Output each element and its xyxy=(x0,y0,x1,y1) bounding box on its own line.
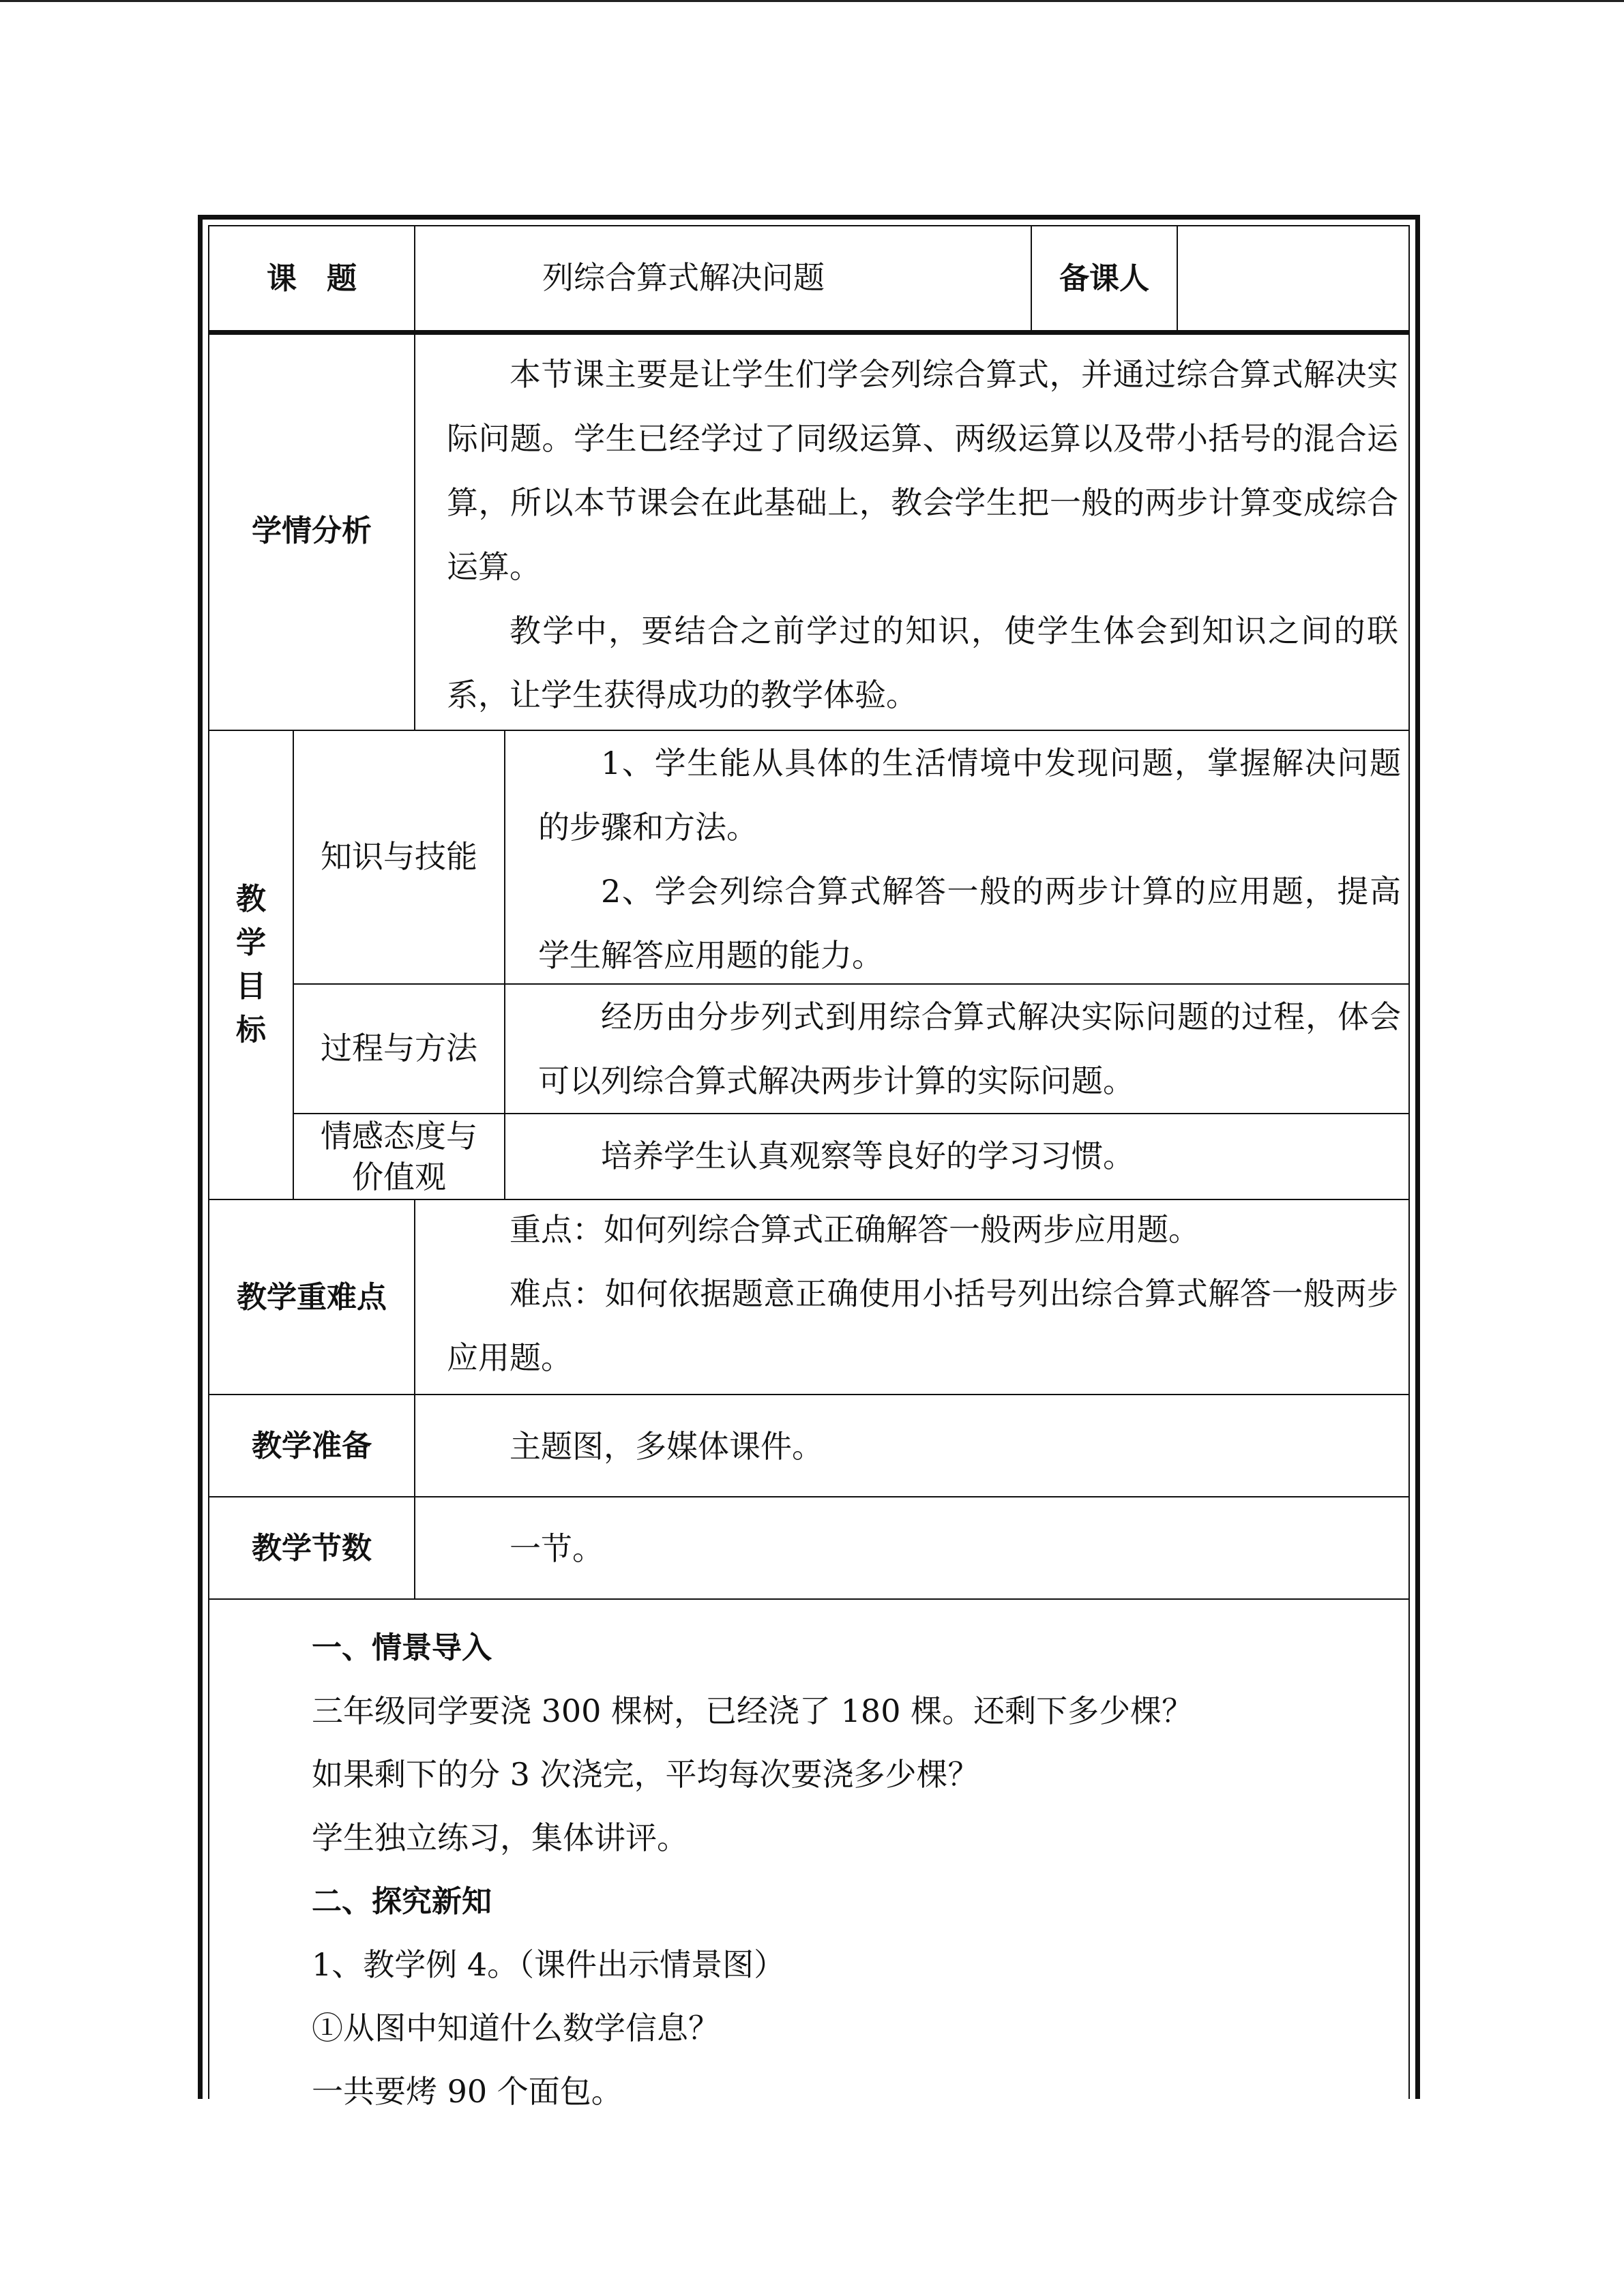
preparer-value xyxy=(1178,226,1417,330)
objectives-label-char: 标 xyxy=(236,1013,266,1047)
col-rule-analysis xyxy=(414,330,415,730)
body-line: 学生独立练习，集体讲评。 xyxy=(312,1819,688,1856)
body-line: 如果剩下的分 3 次浇完，平均每次要浇多少棵？ xyxy=(312,1756,979,1793)
objectives-label-char: 学 xyxy=(236,925,266,960)
section-title-intro: 一、情景导入 xyxy=(312,1630,492,1665)
analysis-paragraph: 本节课主要是让学生们学会列综合算式，并通过综合算式解决实际问题。学生已经学过了同级运算、两级运算以及带小括号的混合运算，所以本节课会在此基础上，教会学生把一般的两步计算变成综合运算。 xyxy=(447,356,1398,585)
col-rule-objectives-2 xyxy=(504,730,505,1199)
knowledge-paragraph: 2、学会列综合算式解答一般的两步计算的应用题，提高学生解答应用题的能力。 xyxy=(538,873,1401,974)
analysis-label: 学情分析 xyxy=(252,513,372,548)
body-line: 一共要烤 90 个面包。 xyxy=(312,2073,623,2110)
process-text xyxy=(538,985,1401,1113)
objectives-label-char: 目 xyxy=(236,969,266,1004)
process-label: 过程与方法 xyxy=(321,1030,477,1067)
keypoints-difficulty: 难点：如何依据题意正确使用小括号列出综合算式解答一般两步应用题。 xyxy=(447,1275,1398,1376)
emotion-label-line: 情感态度与 xyxy=(321,1118,477,1154)
emotion-text xyxy=(538,1124,1401,1188)
section-title-explore: 二、探究新知 xyxy=(312,1884,492,1919)
preparation-text xyxy=(447,1414,1398,1478)
col-rule-lower xyxy=(414,1199,415,1598)
knowledge-paragraph: 1、学生能从具体的生活情境中发现问题，掌握解决问题的步骤和方法。 xyxy=(538,745,1401,846)
emotion-paragraph: 培养学生认真观察等良好的学习习惯。 xyxy=(601,1137,1134,1174)
process-paragraph: 经历由分步列式到用综合算式解决实际问题的过程，体会可以列综合算式解决两步计算的实际问题。 xyxy=(538,998,1401,1099)
topic-label: 课 题 xyxy=(267,260,357,296)
analysis-text xyxy=(447,342,1398,727)
body-line: 1、教学例 4。（课件出示情景图） xyxy=(312,1946,786,1983)
objectives-label-char: 教 xyxy=(236,882,266,916)
lesson-plan-table xyxy=(198,215,1420,2110)
objectives-label xyxy=(209,731,293,1199)
preparation-paragraph: 主题图，多媒体课件。 xyxy=(510,1428,823,1465)
emotion-label xyxy=(294,1114,504,1199)
knowledge-label: 知识与技能 xyxy=(321,838,477,876)
table-inner-frame xyxy=(208,225,1410,2110)
knowledge-text xyxy=(538,731,1401,987)
body-line: 三年级同学要浇 300 棵树，已经浇了 180 棵。还剩下多少棵？ xyxy=(312,1693,1194,1729)
periods-label: 教学节数 xyxy=(252,1530,372,1566)
body-line: ①从图中知道什么数学信息？ xyxy=(312,2010,720,2046)
emotion-label-line: 价值观 xyxy=(352,1159,446,1195)
teaching-process xyxy=(312,1616,1335,2123)
topic-value-text: 列综合算式解决问题 xyxy=(542,259,825,297)
keypoints-label: 教学重难点 xyxy=(237,1279,387,1315)
keypoints-focus: 重点：如何列综合算式正确解答一般两步应用题。 xyxy=(510,1211,1200,1248)
analysis-paragraph: 教学中，要结合之前学过的知识，使学生体会到知识之间的联系，让学生获得成功的教学体验。 xyxy=(447,612,1398,713)
rule-after-periods xyxy=(209,1598,1408,1600)
preparer-label: 备课人 xyxy=(1059,260,1149,296)
keypoints-text xyxy=(447,1197,1398,1390)
periods-text xyxy=(447,1517,1398,1581)
periods-paragraph: 一节。 xyxy=(510,1530,604,1567)
topic-value xyxy=(415,226,825,330)
preparation-label: 教学准备 xyxy=(252,1428,372,1463)
page-top-border xyxy=(0,0,1624,2)
